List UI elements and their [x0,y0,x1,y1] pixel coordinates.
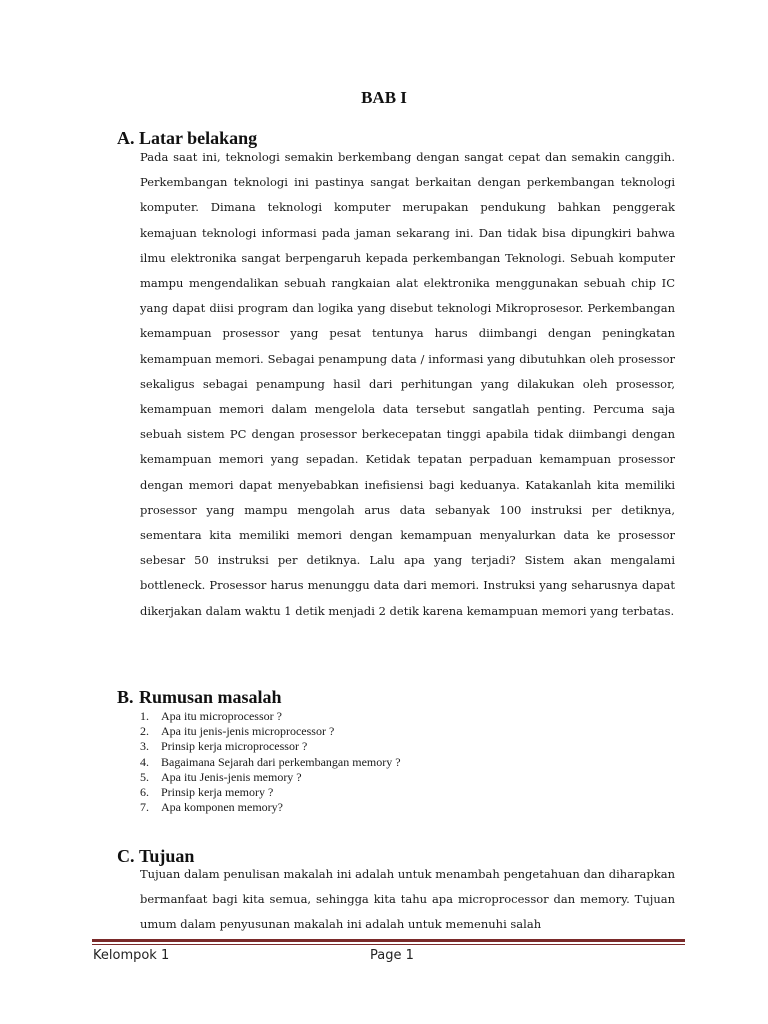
problem-list [140,709,401,815]
list-item [140,739,401,754]
list-item-number: 4. [140,754,149,769]
list-item-number: 2. [140,724,149,739]
list-item-number: 7. [140,800,149,815]
list-item-number: 5. [140,769,149,784]
section-title: Tujuan [139,846,195,866]
footer-page-number: Page 1 [370,948,414,963]
section-letter: A. [117,128,135,148]
list-item [140,755,401,770]
list-item-number: 6. [140,785,149,800]
list-item-text: Prinsip kerja memory ? [161,785,274,800]
list-item-text: Prinsip kerja microprocessor ? [161,739,308,754]
list-item [140,709,401,724]
section-heading-rumusan-masalah [117,687,282,708]
chapter-title: BAB I [361,88,407,107]
list-item-text: Bagaimana Sejarah dari perkembangan memory ? [161,754,401,769]
footer-rule-thin [92,944,685,945]
list-item [140,724,401,739]
section-letter: C. [117,846,135,866]
list-item-number: 3. [140,739,149,754]
list-item [140,785,401,800]
section-letter: B. [117,687,134,707]
list-item [140,770,401,785]
paragraph-tujuan: Tujuan dalam penulisan makalah ini adalah untuk menambah pengetahuan dan diharapkan bermanfaat bagi kita semua, sehingga kita tahu apa microprocessor dan memory. Tujuan umum dalam penyusunan makalah ini adalah untuk memenuhi salah [140,867,675,932]
paragraph-latar-belakang: Pada saat ini, teknologi semakin berkembang dengan sangat cepat dan semakin canggih. Perkembangan teknologi ini pastinya sangat berkaitan dengan perkembangan teknologi komputer. Dimana teknologi komputer merupakan pendukung bahkan penggerak kemajuan teknologi informasi pada jaman sekarang ini. Dan tidak bisa dipungkiri bahwa ilmu elektronika sangat berpengaruh kepada perkembangan Teknologi. Sebuah komputer mampu mengendalikan sebuah rangkaian alat elektronika menggunakan sebuah chip IC yang dapat diisi program dan logika yang disebut teknologi Mikroprosesor. Perkembangan kemampuan prosessor yang pesat tentunya harus diimbangi dengan peningkatan kemampuan memori. Sebagai penampung data / informasi yang dibutuhkan oleh prosessor sekaligus sebagai penampung hasil dari perhitungan yang dilakukan oleh prosessor, kemampuan memori dalam mengelola data tersebut sangatlah penting. Percuma saja sebuah sistem PC dengan prosessor berkecepatan tinggi apabila tidak diimbangi dengan kemampuan memori yang sepadan. Ketidak tepatan perpaduan kemampuan prosessor dengan memori dapat menyebabkan inefisiensi bagi keduanya. Katakanlah kita memiliki prosessor yang mampu mengolah arus data sebanyak 100 instruksi per detiknya, sementara kita memiliki memori dengan kemampuan menyalurkan data ke prosessor sebesar 50 instruksi per detiknya. Lalu apa yang terjadi? Sistem akan mengalami bottleneck. Prosessor harus menunggu data dari memori. Instruksi yang seharusnya dapat dikerjakan dalam waktu 1 detik menjadi 2 detik karena kemampuan memori yang terbatas. [140,150,675,618]
list-item-number: 1. [140,709,149,723]
footer-group-name: Kelompok 1 [93,948,170,963]
section-title: Rumusan masalah [139,687,282,707]
list-item [140,800,401,815]
list-item-text: Apa komponen memory? [161,800,283,815]
list-item-text: Apa itu Jenis-jenis memory ? [161,769,302,784]
section-title: Latar belakang [139,128,258,148]
list-item-text: Apa itu jenis-jenis microprocessor ? [161,724,335,739]
list-item-text: Apa itu microprocessor ? [161,709,282,723]
footer-rule-thick [92,939,685,942]
